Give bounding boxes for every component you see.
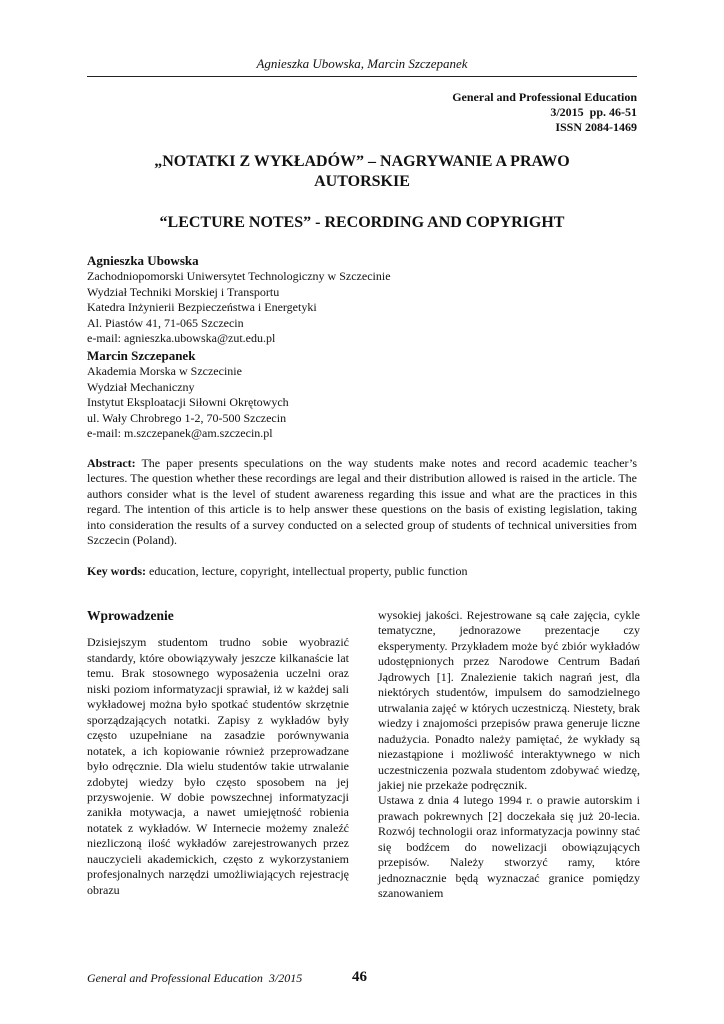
journal-info bbox=[452, 90, 637, 135]
affiliation-line: Wydział Techniki Morskiej i Transportu bbox=[87, 284, 280, 299]
affiliation-line: ul. Wały Chrobrego 1-2, 70-500 Szczecin bbox=[87, 410, 287, 425]
abstract bbox=[87, 456, 637, 548]
running-head: Agnieszka Ubowska, Marcin Szczepanek bbox=[256, 56, 468, 71]
journal-name: General and Professional Education bbox=[452, 90, 637, 104]
affiliation-line: Instytut Eksploatacji Siłowni Okrętowych bbox=[87, 395, 289, 410]
page-number: 46 bbox=[352, 969, 367, 985]
section-heading: Wprowadzenie bbox=[87, 608, 174, 623]
author-email[interactable]: e-mail: agnieszka.ubowska@zut.edu.pl bbox=[87, 331, 276, 346]
affiliation-line: Wydział Mechaniczny bbox=[87, 379, 195, 394]
header-rule bbox=[87, 76, 637, 77]
abstract-label: Abstract: bbox=[87, 456, 136, 470]
body-paragraph: wysokiej jakości. Rejestrowane są całe zajęcia, cykle tematyczne, jednorazowe prezentacje czy eksperymenty. Przykładem może być zbiór wykładów udostępnionych przez Narodowe Centrum Badań Jądrowych [1]. Znalezienie takich nagrań jest, dla niektórych studentów, impulsem do samodzielnego utrwalania zajęć w których uczestniczą. Niestety, brak wiedzy i znajomości przepisów prawa generuje liczne nadużycia. Ponadto należy pamiętać, że wykłady są niezastąpione i możliwość interaktywnego w nich uczestniczenia pozwala studentom zdobywać wiedzę, jakiej nie przekaże podręcznik. bbox=[378, 608, 640, 792]
title-polish bbox=[87, 152, 637, 192]
title-polish-line-1: „NOTATKI Z WYKŁADÓW” – NAGRYWANIE A PRAWO bbox=[154, 153, 570, 170]
body-paragraph: Ustawa z dnia 4 lutego 1994 r. o prawie autorskim i prawach pokrewnych [2] doczekała się już 20-lecia. Rozwój technologii oraz informatyzacja powinny stać się bodźcem do nowelizacji obowiązujących przepisów. Należy stworzyć ramy, które jednoznacznie będą wyznaczać granice pomiędzy szanowaniem bbox=[378, 793, 640, 901]
title-polish-line-2: AUTORSKIE bbox=[314, 173, 410, 190]
author-email[interactable]: e-mail: m.szczepanek@am.szczecin.pl bbox=[87, 426, 273, 441]
body-column-right bbox=[378, 608, 640, 902]
body-column-left bbox=[87, 608, 349, 898]
journal-issn: ISSN 2084-1469 bbox=[555, 120, 637, 134]
author-name: Marcin Szczepanek bbox=[87, 347, 196, 363]
keywords-label: Key words: bbox=[87, 564, 146, 578]
affiliation-line: Katedra Inżynierii Bezpieczeństwa i Energetyki bbox=[87, 300, 317, 315]
keywords bbox=[87, 564, 637, 579]
affiliation-line: Akademia Morska w Szczecinie bbox=[87, 363, 242, 378]
keywords-text: education, lecture, copyright, intellectual property, public function bbox=[149, 564, 468, 578]
title-english: “LECTURE NOTES” - RECORDING AND COPYRIGHT bbox=[159, 214, 565, 231]
affiliation-line: Al. Piastów 41, 71-065 Szczecin bbox=[87, 315, 244, 330]
affiliation-line: Zachodniopomorski Uniwersytet Technologiczny w Szczecinie bbox=[87, 269, 391, 283]
journal-issue: 3/2015 pp. 46-51 bbox=[550, 105, 637, 119]
author-name: Agnieszka Ubowska bbox=[87, 253, 199, 268]
body-paragraph: Dzisiejszym studentom trudno sobie wyobrazić standardy, które obowiązywały jeszcze kilkanaście lat temu. Brak stosownego wyposażenia uczelni oraz niski poziom informatyzacji sprawiał, iż w każdej sali wykładowej można było spotkać studentów skrzętnie sporządzających notatki. Zapisy z wykładów były często uzupełniane na zasadzie porównywania notatek, a ich kopiowanie również przeprowadzane było odręcznie. Dla wielu studentów takie utrwalanie zdobytej wiedzy było często sposobem na jej przyswojenie. W dobie powszechnej informatyzacji zanikła motywacja, a nawet umiejętność robienia notatek z wykładów. W Internecie możemy znaleźć niezliczoną ilość wykładów zarejestrowanych przez nauczycieli akademickich, często z wykorzystaniem profesjonalnych narzędzi umożliwiających rejestrację obrazu bbox=[87, 635, 349, 897]
author-block bbox=[87, 252, 637, 442]
abstract-text: The paper presents speculations on the way students make notes and record academic teacher’s lectures. The question whether these recordings are legal and their distribution allowed is raised in the article. The authors consider what is the level of student awareness regarding this issue and what are the practices in this regard. The intention of this article is to help answer these questions on the basis of existing legislation, taking into consideration the results of a survey conducted on a selected group of students of technical universities from Szczecin (Poland). bbox=[87, 456, 637, 548]
footer-journal: General and Professional Education 3/2015 bbox=[87, 971, 303, 985]
